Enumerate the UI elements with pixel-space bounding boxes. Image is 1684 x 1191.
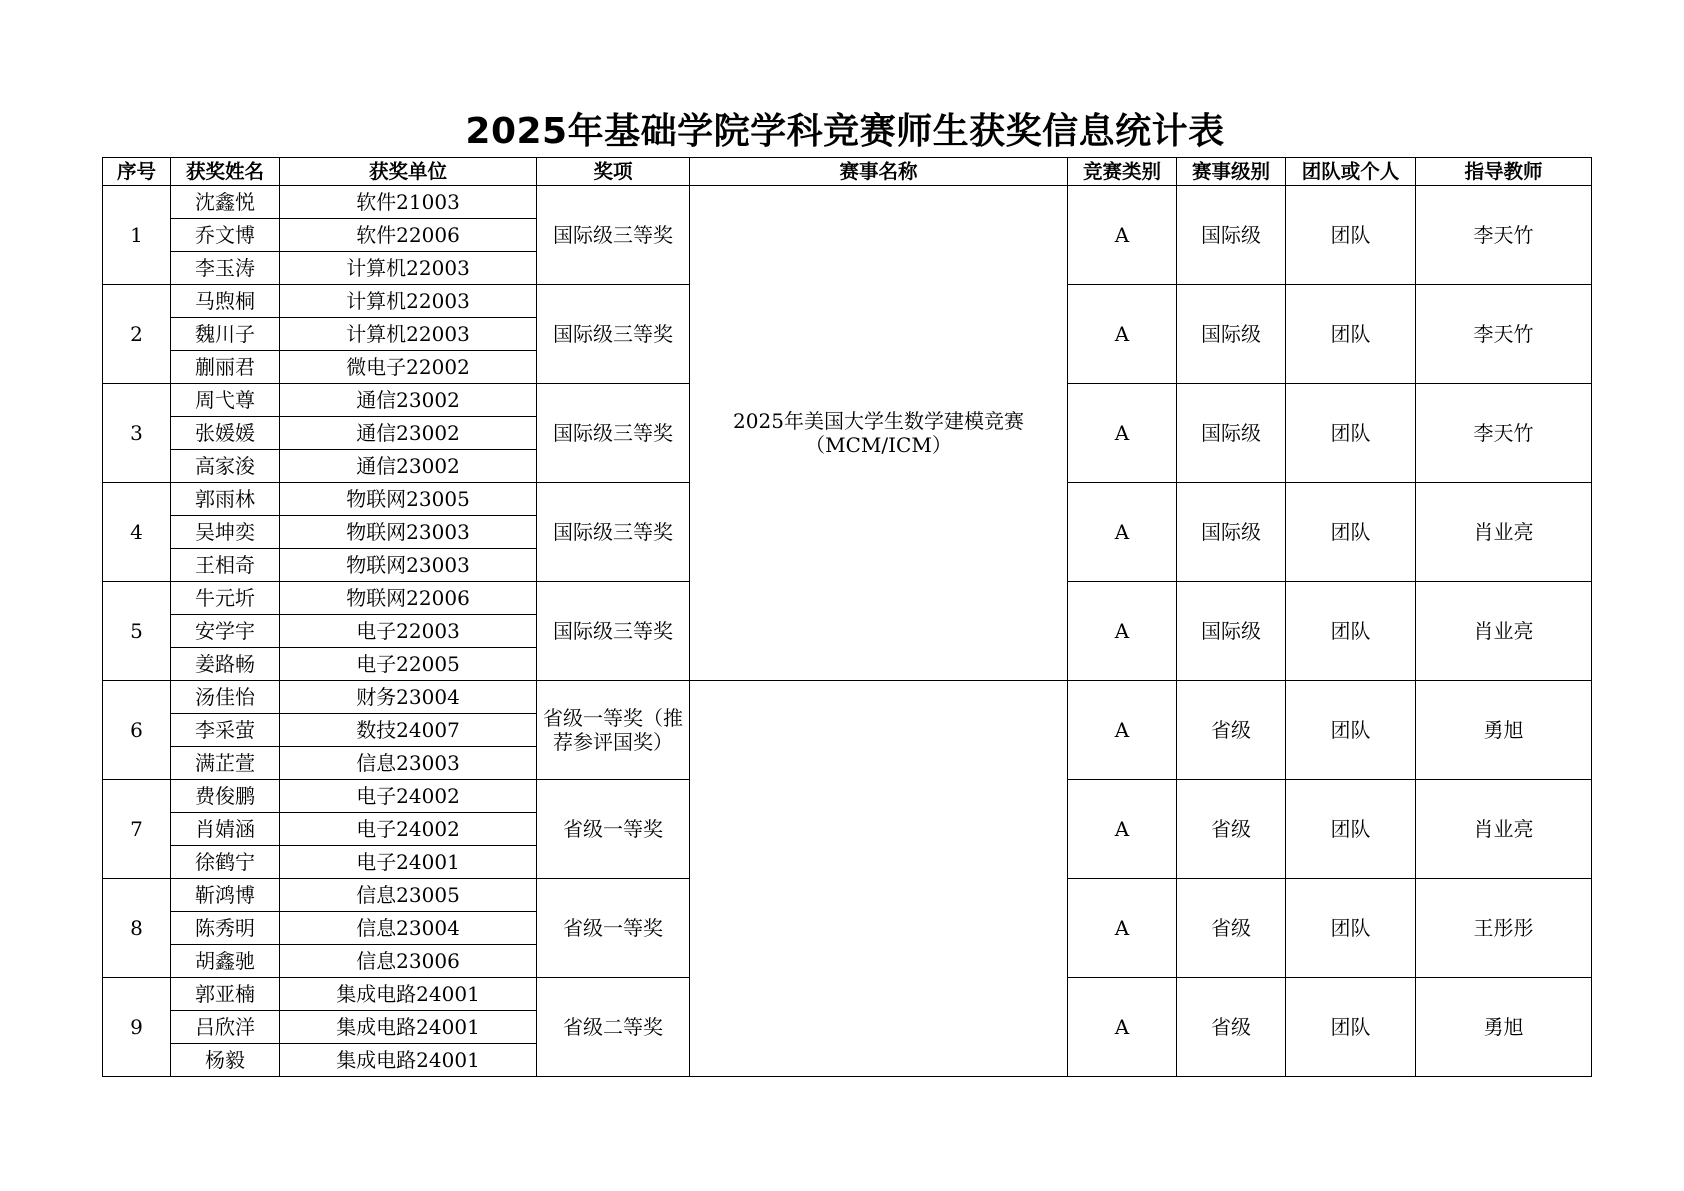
table-body [103,186,1592,1077]
category-cell-text: A [1114,817,1130,841]
award-cell-text: 国际级三等奖 [553,223,673,247]
winner-name [171,450,280,483]
award-cell [537,384,690,483]
winner-unit [280,780,537,813]
level-cell [1177,879,1286,978]
winner-name-text: 靳鸿博 [195,883,255,907]
winner-unit [280,384,537,417]
winner-name-text: 李玉涛 [195,256,255,280]
winner-unit-text: 电子22003 [356,619,460,643]
winner-unit-text: 软件22006 [356,223,460,247]
category-cell-text: A [1114,223,1130,247]
award-cell-text: 国际级三等奖 [553,619,673,643]
winner-unit [280,219,537,252]
winner-unit [280,516,537,549]
team-type-cell-text: 团队 [1330,817,1371,841]
header-event: 赛事名称 [690,158,1068,186]
winner-name [171,516,280,549]
winner-unit-text: 集成电路24001 [336,982,480,1006]
winner-name-text: 安学宇 [195,619,255,643]
teacher-cell-text: 勇旭 [1483,1015,1524,1039]
teacher-cell [1416,186,1592,285]
row-index-text: 1 [130,223,143,247]
level-cell [1177,582,1286,681]
row-index-text: 4 [130,520,143,544]
level-cell-text: 国际级 [1201,421,1261,445]
level-cell [1177,285,1286,384]
header-index: 序号 [103,158,171,186]
winner-unit-text: 信息23006 [356,949,460,973]
row-index [103,978,171,1077]
teacher-cell-text: 李天竹 [1473,223,1534,247]
winner-name [171,186,280,219]
winner-unit-text: 物联网22006 [346,586,470,610]
winner-unit [280,483,537,516]
category-cell-text: A [1114,1015,1130,1039]
row-index-text: 6 [130,718,143,742]
winner-unit [280,582,537,615]
winner-name-text: 费俊鹏 [195,784,255,808]
winner-name-text: 陈秀明 [195,916,255,940]
winner-name-text: 吴坤奕 [195,520,255,544]
winner-name-text: 吕欣洋 [195,1015,255,1039]
award-cell-text: 国际级三等奖 [553,520,673,544]
teacher-cell [1416,978,1592,1077]
category-cell-text: A [1114,619,1130,643]
event-name-cell-text: 2025年美国大学生数学建模竞赛（MCM/ICM） [733,409,1024,457]
level-cell [1177,978,1286,1077]
level-cell-text: 国际级 [1201,223,1261,247]
winner-name [171,615,280,648]
level-cell-text: 省级 [1211,817,1251,841]
level-cell [1177,681,1286,780]
teacher-cell [1416,384,1592,483]
teacher-cell-text: 王彤彤 [1473,916,1534,940]
teacher-cell [1416,780,1592,879]
header-teacher: 指导教师 [1416,158,1592,186]
winner-name [171,912,280,945]
winner-name-text: 李采萤 [195,718,255,742]
winner-unit [280,879,537,912]
category-cell [1068,978,1177,1077]
teacher-cell [1416,483,1592,582]
row-index-text: 8 [130,916,143,940]
award-cell [537,780,690,879]
winner-name [171,714,280,747]
winner-name [171,384,280,417]
winner-unit-text: 信息23003 [356,751,460,775]
winner-unit [280,285,537,318]
team-type-cell [1286,780,1416,879]
winner-unit-text: 计算机22003 [346,289,470,313]
winner-name-text: 魏川子 [195,322,255,346]
row-index [103,681,171,780]
level-cell [1177,780,1286,879]
team-type-cell [1286,681,1416,780]
team-type-cell [1286,483,1416,582]
level-cell [1177,186,1286,285]
winner-name [171,978,280,1011]
winner-name-text: 蒯丽君 [195,355,255,379]
level-cell-text: 国际级 [1201,520,1261,544]
winner-name-text: 杨毅 [205,1048,245,1072]
level-cell-text: 省级 [1211,718,1251,742]
winner-name-text: 姜路畅 [195,652,255,676]
winner-unit-text: 通信23002 [356,454,460,478]
teacher-cell [1416,582,1592,681]
team-type-cell-text: 团队 [1330,1015,1371,1039]
winner-name-text: 高家浚 [195,454,255,478]
row-index [103,879,171,978]
table-row [103,186,1592,219]
level-cell [1177,384,1286,483]
level-cell-text: 省级 [1211,1015,1251,1039]
team-type-cell [1286,582,1416,681]
award-cell [537,879,690,978]
winner-name [171,879,280,912]
winner-name-text: 汤佳怡 [195,685,255,709]
header-type: 团队或个人 [1286,158,1416,186]
winner-unit [280,615,537,648]
award-cell-text: 国际级三等奖 [553,322,673,346]
team-type-cell [1286,384,1416,483]
winner-name [171,648,280,681]
page-title: 2025年基础学院学科竞赛师生获奖信息统计表 [465,111,1225,152]
award-cell-text: 省级一等奖（推荐参评国奖） [543,706,683,754]
teacher-cell [1416,285,1592,384]
winner-name-text: 马煦桐 [195,289,255,313]
winner-unit-text: 信息23004 [356,916,460,940]
header-unit: 获奖单位 [280,158,537,186]
award-cell [537,681,690,780]
winner-name [171,582,280,615]
header-award: 奖项 [537,158,690,186]
winner-unit-text: 物联网23005 [346,487,470,511]
category-cell [1068,681,1177,780]
team-type-cell-text: 团队 [1330,322,1371,346]
winner-name-text: 郭亚楠 [195,982,255,1006]
row-index [103,582,171,681]
winner-name-text: 周弋尊 [195,388,255,412]
team-type-cell-text: 团队 [1330,619,1371,643]
award-cell [537,582,690,681]
winner-name-text: 王相奇 [195,553,255,577]
winner-name [171,417,280,450]
winner-name [171,681,280,714]
category-cell [1068,186,1177,285]
category-cell [1068,879,1177,978]
winner-name [171,1044,280,1077]
team-type-cell-text: 团队 [1330,520,1371,544]
header-name: 获奖姓名 [171,158,280,186]
winner-name-text: 满芷萱 [195,751,255,775]
winner-name-text: 胡鑫驰 [195,949,255,973]
teacher-cell-text: 肖业亮 [1473,619,1534,643]
teacher-cell-text: 肖业亮 [1473,817,1534,841]
team-type-cell [1286,879,1416,978]
row-index [103,186,171,285]
category-cell [1068,582,1177,681]
winner-name [171,813,280,846]
winner-name [171,285,280,318]
winner-unit-text: 通信23002 [356,421,460,445]
category-cell-text: A [1114,421,1130,445]
category-cell-text: A [1114,520,1130,544]
winner-unit [280,318,537,351]
award-cell-text: 国际级三等奖 [553,421,673,445]
winner-name [171,318,280,351]
header-row [103,158,1592,186]
row-index [103,483,171,582]
winner-name-text: 郭雨林 [195,487,255,511]
category-cell [1068,285,1177,384]
award-cell-text: 省级一等奖 [563,916,663,940]
category-cell [1068,384,1177,483]
teacher-cell-text: 李天竹 [1473,421,1534,445]
team-type-cell-text: 团队 [1330,916,1371,940]
winner-name-text: 张媛媛 [195,421,255,445]
winner-unit-text: 计算机22003 [346,322,470,346]
table-row [103,681,1592,714]
row-index [103,780,171,879]
winner-name-text: 牛元圻 [195,586,255,610]
row-index-text: 5 [130,619,143,643]
row-index-text: 9 [130,1015,143,1039]
winner-unit-text: 电子24002 [356,784,460,808]
award-cell-text: 省级二等奖 [563,1015,663,1039]
level-cell-text: 国际级 [1201,322,1261,346]
winner-unit [280,912,537,945]
winner-unit [280,417,537,450]
winner-unit [280,714,537,747]
winner-unit-text: 物联网23003 [346,520,470,544]
winner-name [171,846,280,879]
winner-unit [280,1011,537,1044]
award-cell [537,483,690,582]
winner-name-text: 肖婧涵 [195,817,255,841]
winner-name [171,780,280,813]
winner-name [171,483,280,516]
award-cell-text: 省级一等奖 [563,817,663,841]
level-cell-text: 省级 [1211,916,1251,940]
winner-unit [280,450,537,483]
winner-unit-text: 集成电路24001 [336,1048,480,1072]
event-name-cell-blank [690,681,1068,1077]
row-index [103,285,171,384]
team-type-cell [1286,978,1416,1077]
winner-unit-text: 电子24001 [356,850,460,874]
header-level: 赛事级别 [1177,158,1286,186]
winner-name [171,351,280,384]
teacher-cell-text: 李天竹 [1473,322,1534,346]
row-index-text: 3 [130,421,143,445]
winner-unit-text: 微电子22002 [346,355,470,379]
award-cell [537,285,690,384]
winner-name-text: 徐鹤宁 [195,850,255,874]
winner-unit [280,186,537,219]
winner-unit [280,945,537,978]
winner-unit [280,978,537,1011]
teacher-cell-text: 肖业亮 [1473,520,1534,544]
winner-name-text: 乔文博 [195,223,255,247]
award-cell [537,186,690,285]
category-cell [1068,483,1177,582]
winner-unit [280,1044,537,1077]
winner-name [171,549,280,582]
teacher-cell-text: 勇旭 [1483,718,1524,742]
winner-unit-text: 财务23004 [356,685,460,709]
level-cell-text: 国际级 [1201,619,1261,643]
winner-unit-text: 计算机22003 [346,256,470,280]
row-index-text: 7 [130,817,143,841]
winner-unit [280,549,537,582]
winner-unit [280,681,537,714]
category-cell-text: A [1114,322,1130,346]
winner-unit-text: 电子24002 [356,817,460,841]
winner-unit [280,846,537,879]
team-type-cell-text: 团队 [1330,718,1371,742]
category-cell-text: A [1114,718,1130,742]
category-cell-text: A [1114,916,1130,940]
winner-unit [280,252,537,285]
winner-unit [280,747,537,780]
winner-name [171,945,280,978]
team-type-cell [1286,285,1416,384]
winner-unit-text: 通信23002 [356,388,460,412]
winner-unit-text: 软件21003 [356,190,460,214]
row-index-text: 2 [130,322,143,346]
team-type-cell-text: 团队 [1330,421,1371,445]
row-index [103,384,171,483]
winner-unit [280,351,537,384]
winner-unit-text: 物联网23003 [346,553,470,577]
teacher-cell [1416,879,1592,978]
team-type-cell-text: 团队 [1330,223,1371,247]
header-category: 竞赛类别 [1068,158,1177,186]
winner-unit-text: 数技24007 [356,718,460,742]
winner-unit-text: 集成电路24001 [336,1015,480,1039]
winner-name [171,252,280,285]
winner-name-text: 沈鑫悦 [195,190,255,214]
winner-unit [280,648,537,681]
level-cell [1177,483,1286,582]
awards-table [102,157,1592,1077]
winner-unit-text: 信息23005 [356,883,460,907]
winner-name [171,1011,280,1044]
winner-unit [280,813,537,846]
winner-name [171,219,280,252]
winner-name [171,747,280,780]
category-cell [1068,780,1177,879]
event-name-cell [690,186,1068,681]
award-cell [537,978,690,1077]
team-type-cell [1286,186,1416,285]
teacher-cell [1416,681,1592,780]
winner-unit-text: 电子22005 [356,652,460,676]
